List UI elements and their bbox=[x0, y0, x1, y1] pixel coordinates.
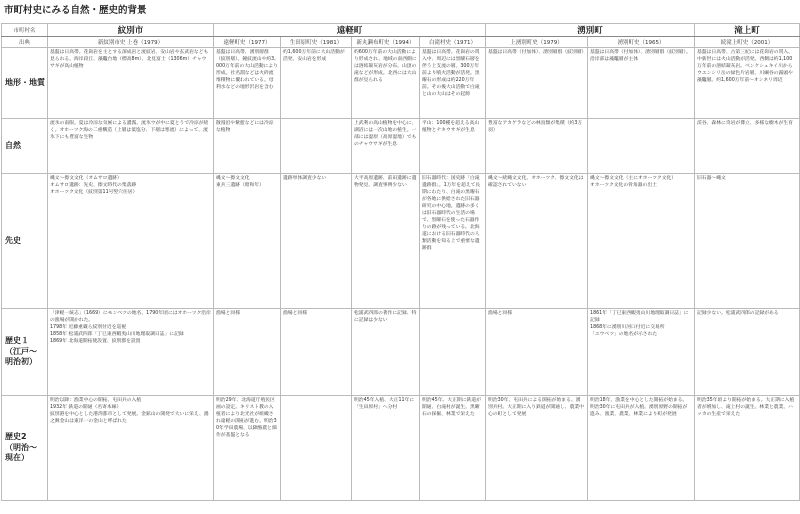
source-cell: 湧別町史（1965） bbox=[588, 37, 695, 48]
table-cell: 基盤は日高帯（付加体）、湧別層群（紋別層） bbox=[486, 48, 588, 119]
municipality-monbetsu: 紋別市 bbox=[48, 24, 214, 37]
table-cell: 縄文～擦文文化（主にオホーツク文化） オホーツク文化の骨角器の出土 bbox=[588, 174, 695, 309]
source-cell: 新丸瀬布町史（1994） bbox=[352, 37, 420, 48]
table-cell: 縄文～擦文文化（オムサロ遺跡） オムサロ遺跡：先史、擦文時代の集落跡 オホーツク文化（紋別第11号竪穴住居） bbox=[48, 174, 214, 309]
table-cell: 明治以降：漁業中心の開拓、屯田兵の入植 1932年 鉄道の開通（名寄本線） 紋別港を中心とした港湾都市として発展。金鉱山の開発で大いに栄え、鴻之舞金山は東洋一の金山と呼ばれた bbox=[48, 396, 214, 501]
municipality-label: 市町村名 bbox=[2, 24, 48, 37]
source-cell: 新紋別市史 上巻（1979） bbox=[48, 37, 214, 48]
table-cell: 漁場と同様 bbox=[281, 309, 352, 396]
table-cell: 基盤は日高帯。花崗岩の貫入中、周辺には黒曜石層を伴う上支流の層。300万年前より噴火活動が活発。黒曜石の形成は約220万年前。その後大山活動で白滝と山の大山はその起源 bbox=[420, 48, 486, 119]
table-cell bbox=[588, 119, 695, 174]
source-label: 出典 bbox=[2, 37, 48, 48]
table-cell: 漁場と同様 bbox=[486, 309, 588, 396]
source-cell: 生田原町史（1981） bbox=[281, 37, 352, 48]
table-cell: 基盤は日高帯（付加体）、湧別層群（紋別層）。沿岸部は藻鼈層が主体 bbox=[588, 48, 695, 119]
table-cell: 明治45年。大正期に鉄道が開通、白滝村が誕生。黒曜石の採掘、林業で栄えた bbox=[420, 396, 486, 501]
table-cell: 松浦武四郎の著作に記録、特に記録は少ない bbox=[352, 309, 420, 396]
table-cell: 旧石器～縄文 bbox=[695, 174, 800, 309]
table-cell: 「津軽一統志」（1669）にモンベツの地名、1790年頃にはオホーツク沿岸の漁場が開かれた。 1798年 近藤重蔵ら紋別付近を巡視 1858年 松浦武四郎「丁巳東西蝦夷山川地理取調日誌」に記録 1869年 北海道開拓使設置、紋別郡を設置 bbox=[48, 309, 214, 396]
source-cell: 続滝上町史（2001） bbox=[695, 37, 800, 48]
table-cell: 縄文～続縄文文化、オホーツク、擦文文化は確認されていない bbox=[486, 174, 588, 309]
history-table bbox=[1, 23, 800, 501]
table-cell bbox=[420, 309, 486, 396]
table-cell: 豊富なアカゲラなどの林鳥類が集積（約3万羽） bbox=[486, 119, 588, 174]
table-cell: 1861年「丁巳東西蝦夷山川地理取調日誌」に記録 1868年に湧別川河口付近に交易所 「ユウベツ」の地名が示された bbox=[588, 309, 695, 396]
table-cell: 基盤は日高帯。花崗岩を主とする深成岩と流紋岩、安山岩や玄武岩なども見られる。海岸段丘、藻鼈台地（標高8m）、北見富士（1306m）チャウサギが高山植物 bbox=[48, 48, 214, 119]
table-cell: 漁場と同様 bbox=[214, 309, 281, 396]
table-row-history-2 bbox=[2, 396, 800, 501]
municipality-header-row bbox=[2, 24, 800, 37]
table-row-history-1 bbox=[2, 309, 800, 396]
table-cell: 散漫沿や紫藍などには冷涼な植物 bbox=[214, 119, 281, 174]
municipality-takinoue: 滝上町 bbox=[695, 24, 800, 37]
source-cell: 白滝村史（1971） bbox=[420, 37, 486, 48]
table-cell: 明治29年、北海道庁殖民区画の設定。キリスト教の入植者により北光社が組織され遠軽の開拓が進む。明治30年学田農場、以降酪農と畑作が基盤となる bbox=[214, 396, 281, 501]
table-cell: 明治30年、屯田兵による開拓が始まる。湧別兵村。大正期に入り鉄道が開通し、農業中心の町として発展 bbox=[486, 396, 588, 501]
table-cell: 明治45年入植、大正11年に「生田原村」へ分村 bbox=[352, 396, 420, 501]
municipality-engaru: 遠軽町 bbox=[214, 24, 486, 37]
table-cell: 明治18年、漁業を中心とした開拓が始まる。明治30年に屯田兵が入植。湧別原野の開拓が進み、漁業、農業、林業により町が発展 bbox=[588, 396, 695, 501]
table-cell: 約600万年前の大山活動により形成され、地域の南西側には溶結凝灰岩が分布。山頂の滝などが形成。北西には大山群が見られる bbox=[352, 48, 420, 119]
table-cell: 遺跡単体調査少ない bbox=[281, 174, 352, 309]
row-category: 地形・地質 bbox=[2, 48, 48, 119]
table-row-geology bbox=[2, 48, 800, 119]
source-cell: 上湧別町史（1979） bbox=[486, 37, 588, 48]
table-cell: 平山：100種を超える高山植物とナキウサギが生息 bbox=[420, 119, 486, 174]
table-cell: 明治35年頃より開拓が始まる。大正期に入植者が増加し、滝上村の誕生。林業と農業、ハッカの生産で栄えた bbox=[695, 396, 800, 501]
table-cell bbox=[281, 119, 352, 174]
municipality-yubetsu: 湧別町 bbox=[486, 24, 695, 37]
row-category: 歴史１ （江戸～ 明治初） bbox=[2, 309, 48, 396]
table-cell: 大平高原遺跡、前田遺跡に遺物発見、調査事例少ない bbox=[352, 174, 420, 309]
table-cell: 旧石器時代：国史跡「白滝遺跡群」。1万年を超えて長期にわたり、白滝の黒曜石が各地に供給された旧石器研究の中心地。遺跡の多くは旧石器時代の生活の場で、黒曜石を使った石器作りの跡が残っている。北海道における旧石器時代の人類活動を知る上で重要な遺跡群 bbox=[420, 174, 486, 309]
source-cell: 遠軽町史（1977） bbox=[214, 37, 281, 48]
table-row-prehistory bbox=[2, 174, 800, 309]
table-row-nature bbox=[2, 119, 800, 174]
row-category: 自然 bbox=[2, 119, 48, 174]
table-cell: 基盤は日高帯、古第三紀には花崗岩の貫入、中新世には火山活動が活発。西側は約1,100万年前の溶結凝灰岩。ベンケシュキイ川からウエンシリ岳の緑色片岩層、川綱谷の露頭や藻鼈層。約1,600万年前～オシネリ周辺 bbox=[695, 48, 800, 119]
table-cell bbox=[281, 396, 352, 501]
table-cell: 縄文～擦文文化 東兵三遺跡（昭和年） bbox=[214, 174, 281, 309]
table-cell: 約1,600万年前に大山活動が活発、安山岩を形成 bbox=[281, 48, 352, 119]
page-title: 市町村史にみる自然・歴史的背景 bbox=[4, 5, 147, 16]
table-cell: 基盤は日高帯、湧別層群（紋別層）。鐘紋流山や約3,000万年前の大山活動により形成。社名淵などは火砕流堆積物に覆われている。母利水などの地形沢岩を含む bbox=[214, 48, 281, 119]
row-category: 歴史2 （明治～ 現在） bbox=[2, 396, 48, 501]
source-row bbox=[2, 37, 800, 48]
table-cell: 流氷の南限。夏は冷涼な気候による濃霧。流氷ウが中に夏とうで冷涼が続く。オホーツク海の二重構造（上層は低塩分、下層は寒流）によって、流氷下にも豊富な生物 bbox=[48, 119, 214, 174]
table-cell: 上武利の高山植物を中心に、湖沼には一次山地の植生。一部には湿原（高原湿地）でものチャウサギが生息 bbox=[352, 119, 420, 174]
table-cell: 渓谷、森林に奇岩が聳立、多様な樹木が生育 bbox=[695, 119, 800, 174]
table-cell: 記録少ない。松浦武四郎の記録がある bbox=[695, 309, 800, 396]
row-category: 先史 bbox=[2, 174, 48, 309]
